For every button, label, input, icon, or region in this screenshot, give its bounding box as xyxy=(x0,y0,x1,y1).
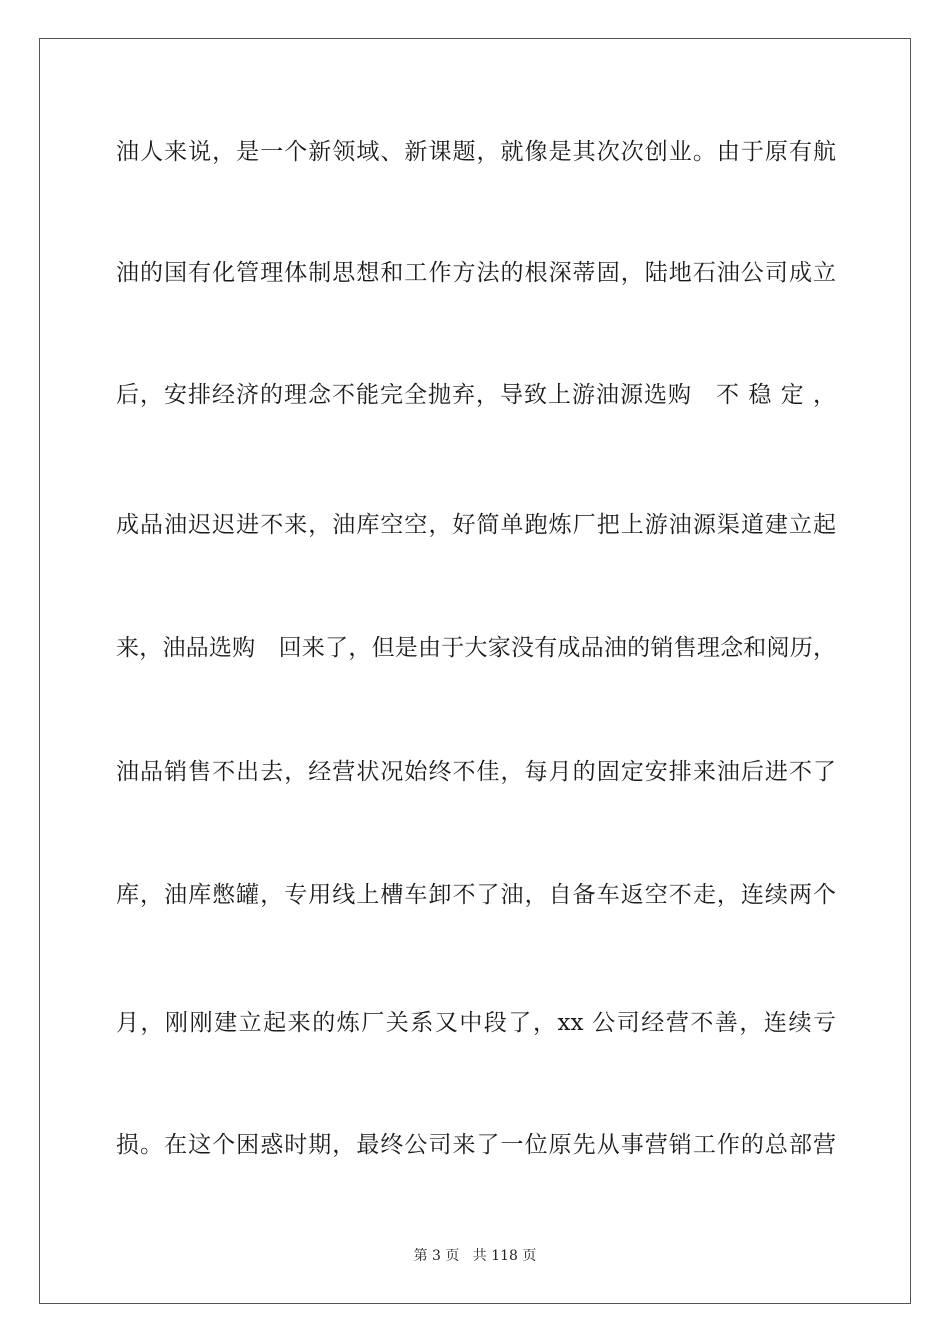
text-line: 损。在这个困惑时期，最终公司来了一位原先从事营销工作的总部营 xyxy=(116,1132,836,1158)
page-border xyxy=(39,38,911,1304)
text-line: 后，安排经济的理念不能完全抛弃，导致上游油源选购 不 稳 定 ， xyxy=(116,382,836,408)
text-line: 油品销售不出去，经营状况始终不佳，每月的固定安排来油后进不了 xyxy=(116,759,836,785)
page-number: 第 3 页 xyxy=(413,1248,460,1264)
page-footer xyxy=(0,1246,950,1266)
text-line: 月，刚刚建立起来的炼厂关系又中段了，xx 公司经营不善，连续亏 xyxy=(116,1010,836,1036)
text-line: 油人来说，是一个新领域、新课题，就像是其次次创业。由于原有航 xyxy=(116,139,836,165)
text-line: 库，油库憋罐，专用线上槽车卸不了油，自备车返空不走，连续两个 xyxy=(116,882,836,908)
total-pages: 共 118 页 xyxy=(472,1248,537,1264)
text-line: 油的国有化管理体制思想和工作方法的根深蒂固，陆地石油公司成立 xyxy=(116,260,836,286)
text-line: 成品油迟迟进不来，油库空空，好简单跑炼厂把上游油源渠道建立起 xyxy=(116,512,836,538)
text-line: 来，油品选购 回来了，但是由于大家没有成品油的销售理念和阅历， xyxy=(116,635,836,661)
